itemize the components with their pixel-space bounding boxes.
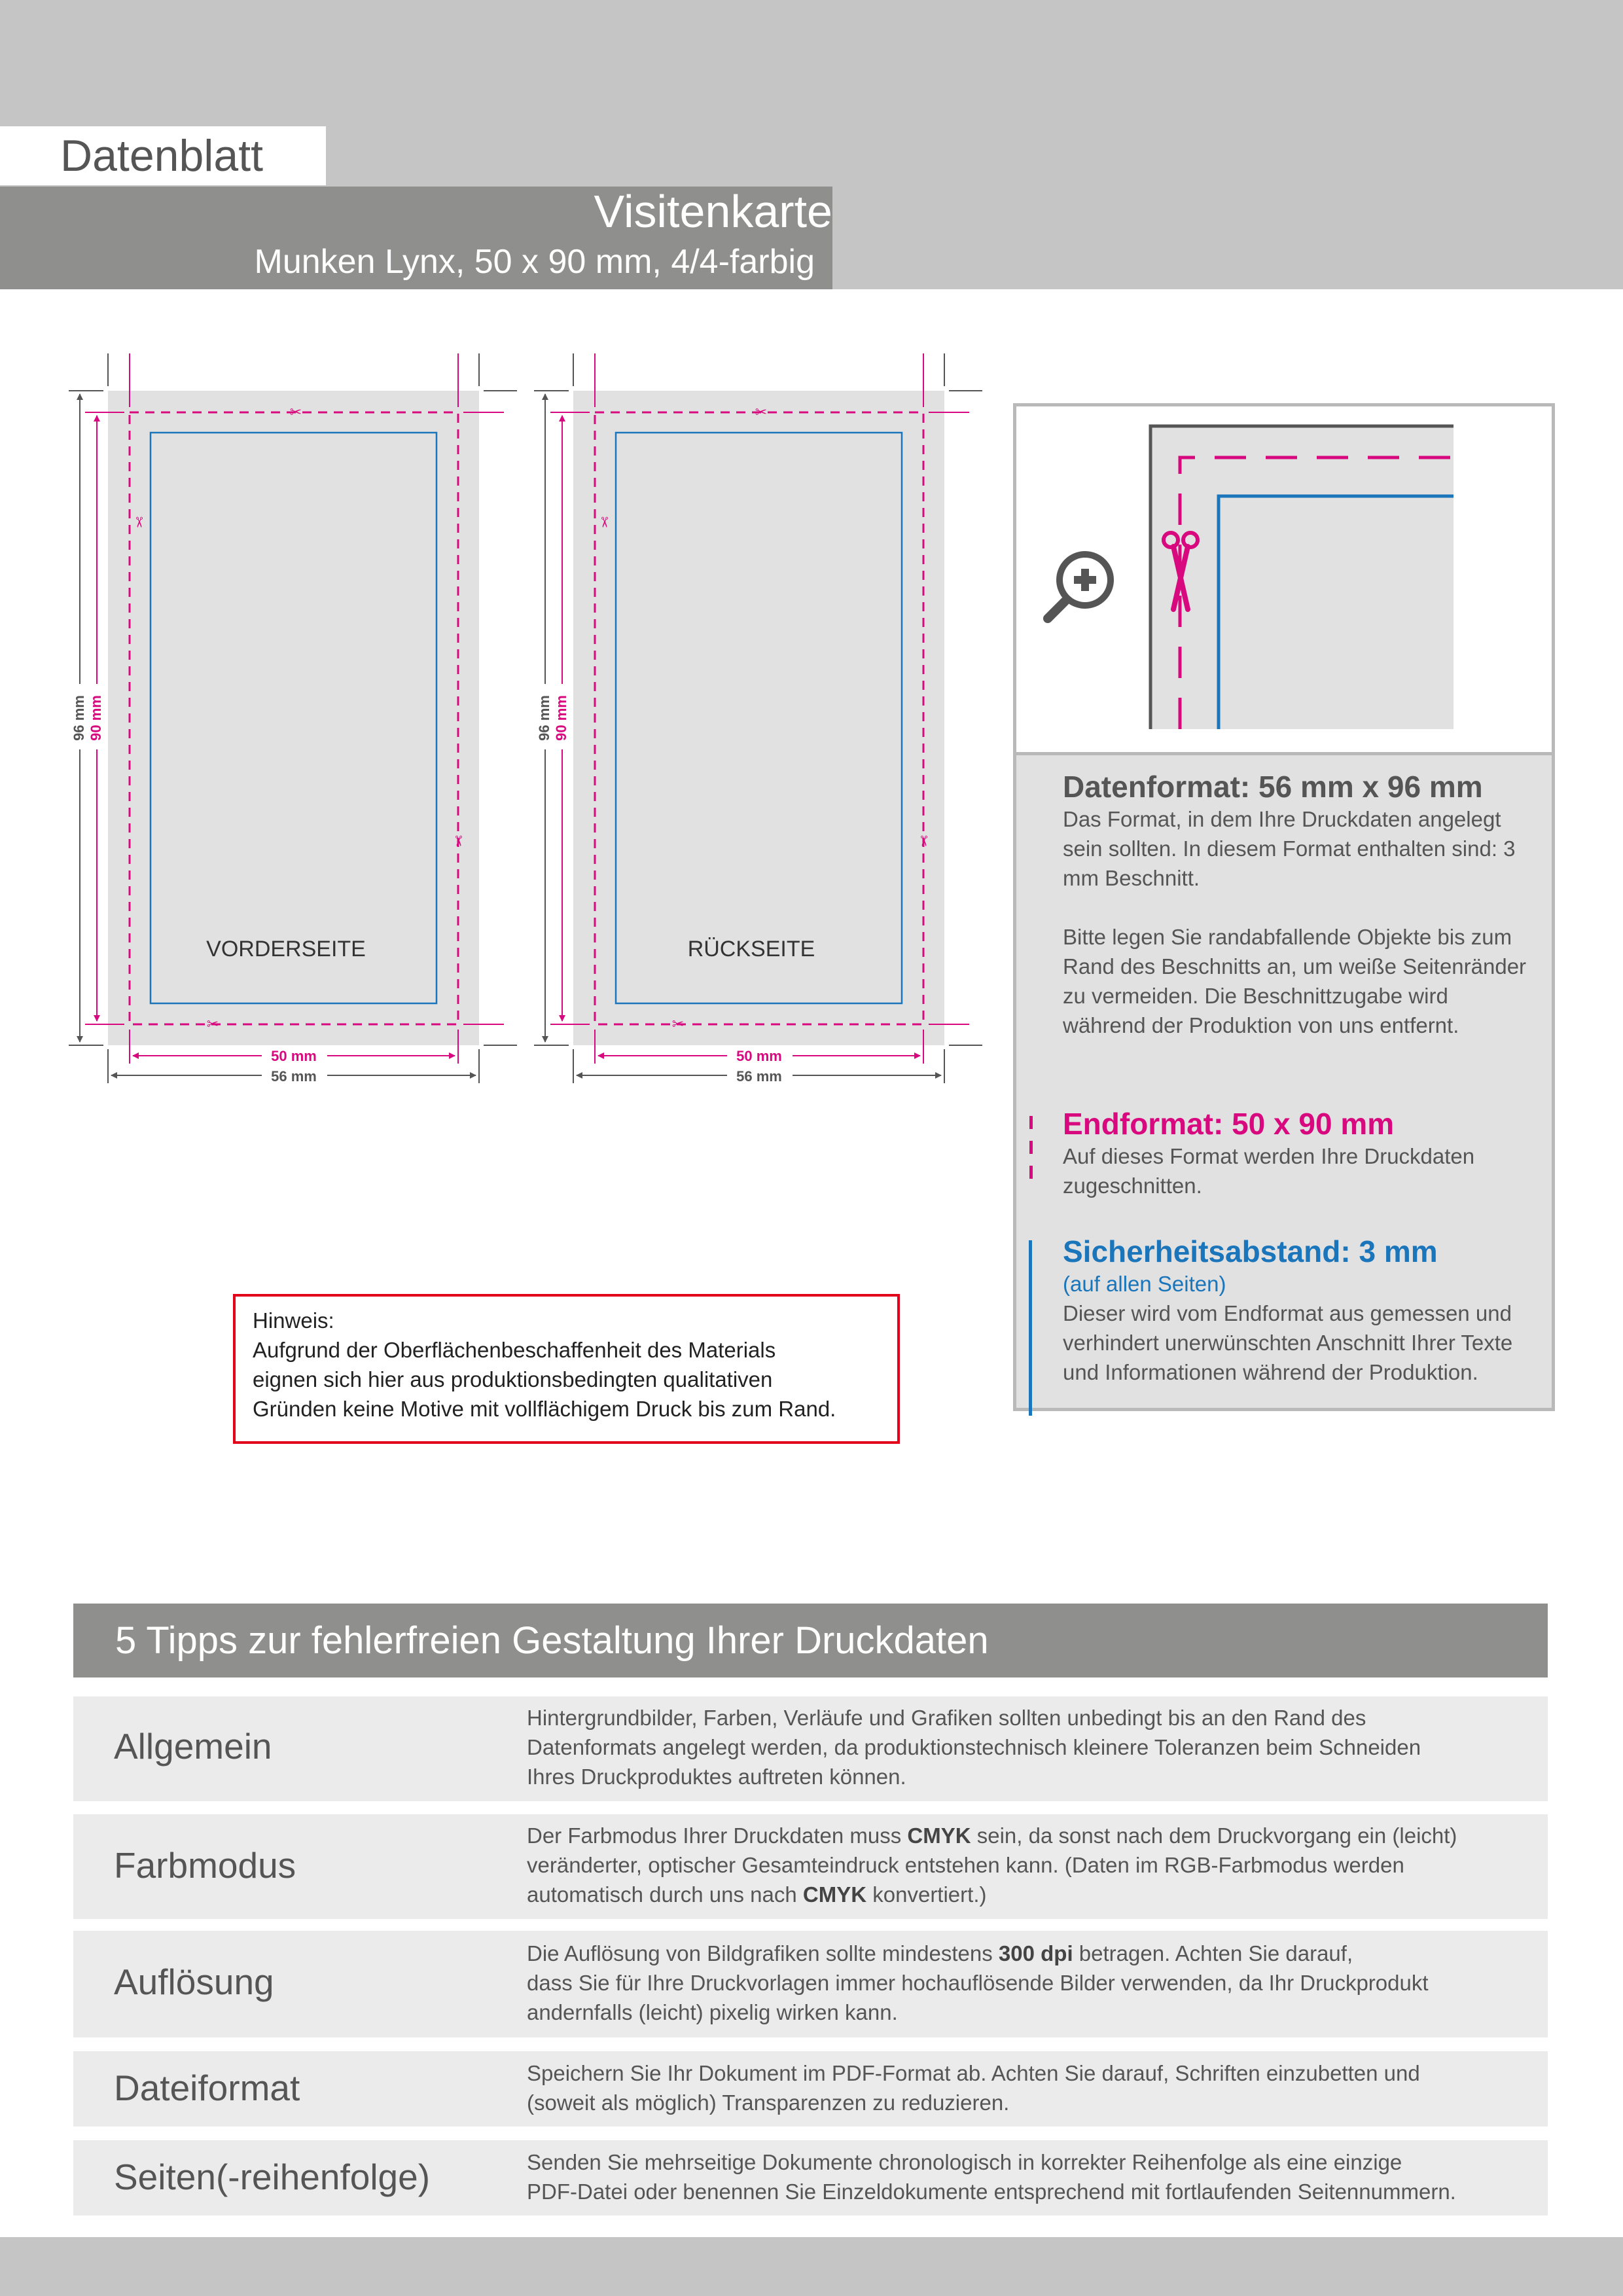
sicherheit-subtitle: (auf allen Seiten) — [1063, 1272, 1226, 1296]
tip-text — [527, 2058, 1535, 2117]
product-spec: Munken Lynx, 50 x 90 mm, 4/4-farbig — [254, 243, 815, 281]
hint-title: Hinweis: — [253, 1308, 334, 1333]
hint-line: eignen sich hier aus produktionsbedingten qualitativen — [253, 1367, 773, 1391]
footer-band — [0, 2237, 1623, 2296]
datenformat-section — [1063, 769, 1534, 1040]
back-dim-inner-w: 50 mm — [736, 1048, 782, 1064]
tip-row-seiten — [73, 2140, 1548, 2215]
corner-zoom-box — [1016, 406, 1552, 755]
scissors-icon: ✂ — [131, 516, 147, 529]
scissors-icon: ✂ — [289, 404, 302, 420]
back-dim-outer-w: 56 mm — [736, 1068, 782, 1085]
tip-name: Seiten(-reihenfolge) — [114, 2157, 431, 2197]
tip-text — [527, 1703, 1535, 1791]
tip-line: andernfalls (leicht) pixelig wirken kann. — [527, 2000, 898, 2024]
corner-zoom-illustration — [1016, 406, 1552, 749]
tip-name: Allgemein — [114, 1726, 272, 1767]
tip-row-allgemein — [73, 1696, 1548, 1801]
tip-line: Hintergrundbilder, Farben, Verläufe und Grafiken sollten unbedingt bis an den Rand des — [527, 1706, 1366, 1730]
doc-label: Datenblatt — [60, 131, 263, 181]
sicherheit-text: Dieser wird vom Endformat aus gemessen und verhindert unerwünschten Anschnitt Ihrer Texte und Informationen während der Produktion. — [1063, 1301, 1513, 1384]
scissors-icon: ✂ — [916, 834, 932, 848]
tip-line: Datenformats angelegt werden, da produktionstechnisch kleinere Toleranzen beim Schneiden — [527, 1735, 1421, 1759]
tip-line: Senden Sie mehrseitige Dokumente chronologisch in korrekter Reihenfolge als eine einzige — [527, 2150, 1402, 2174]
tip-text — [527, 1821, 1535, 1909]
sicherheit-title: Sicherheitsabstand: 3 mm — [1063, 1234, 1438, 1268]
product-title: Visitenkarte — [594, 186, 832, 237]
front-side-label: VORDERSEITE — [206, 937, 366, 961]
tip-row-aufloesung — [73, 1931, 1548, 2037]
tip-line: Die Auflösung von Bildgrafiken sollte mindestens 300 dpi betragen. Achten Sie darauf, — [527, 1941, 1353, 1965]
datenformat-text-1: Das Format, in dem Ihre Druckdaten angelegt sein sollten. In diesem Format enthalten sind: 3 mm Beschnitt. — [1063, 807, 1516, 890]
back-dim-inner-h: 90 mm — [553, 695, 569, 741]
front-dim-outer-w: 56 mm — [271, 1068, 317, 1085]
datenformat-text-2: Bitte legen Sie randabfallende Objekte bis zum Rand des Beschnitts an, um weiße Seitenränder zu vermeiden. Die Beschnittzugabe wird während der Produktion von uns entfernt. — [1063, 925, 1527, 1037]
tip-name: Auflösung — [114, 1962, 274, 2002]
sicherheit-section — [1063, 1234, 1534, 1387]
tip-line: automatisch durch uns nach CMYK konvertiert.) — [527, 1882, 987, 1907]
tip-line: (soweit als möglich) Transparenzen zu reduzieren. — [527, 2090, 1010, 2115]
tip-line: veränderter, optischer Gesamteindruck entstehen kann. (Daten im RGB-Farbmodus werden — [527, 1853, 1404, 1877]
scissors-icon: ✂ — [671, 1016, 685, 1032]
tip-name: Farbmodus — [114, 1845, 296, 1886]
tip-text — [527, 1939, 1535, 2027]
tip-name: Dateiformat — [114, 2068, 300, 2108]
tip-line: PDF-Datei oder benennen Sie Einzeldokumente entsprechend mit fortlaufenden Seitennummern. — [527, 2179, 1456, 2204]
back-dim-outer-h: 96 mm — [536, 695, 552, 741]
back-card — [534, 353, 982, 1085]
endformat-marker — [1029, 1116, 1033, 1194]
tip-line: Speichern Sie Ihr Dokument im PDF-Format ab. Achten Sie darauf, Schriften einzubetten und — [527, 2061, 1420, 2085]
tip-line: Der Farbmodus Ihrer Druckdaten muss CMYK sein, da sonst nach dem Druckvorgang ein (leicht) — [527, 1823, 1457, 1848]
endformat-section — [1063, 1106, 1534, 1200]
front-dim-outer-h: 96 mm — [71, 695, 87, 741]
datenformat-title: Datenformat: 56 mm x 96 mm — [1063, 770, 1483, 804]
tip-text — [527, 2147, 1535, 2206]
scissors-icon: ✂ — [206, 1016, 219, 1032]
endformat-title: Endformat: 50 x 90 mm — [1063, 1107, 1395, 1141]
front-dim-inner-w: 50 mm — [271, 1048, 317, 1064]
tip-line: Ihres Druckproduktes auftreten können. — [527, 1765, 906, 1789]
front-dim-inner-h: 90 mm — [88, 695, 104, 741]
hint-box — [233, 1294, 900, 1444]
endformat-text: Auf dieses Format werden Ihre Druckdaten zugeschnitten. — [1063, 1144, 1475, 1198]
sicherheit-marker — [1029, 1240, 1032, 1416]
hint-line: Gründen keine Motive mit vollflächigem Druck bis zum Rand. — [253, 1397, 836, 1421]
front-card — [69, 353, 517, 1085]
scissors-icon: ✂ — [450, 834, 467, 848]
tip-row-dateiformat — [73, 2051, 1548, 2126]
card-format-diagram — [0, 327, 1001, 1113]
tip-line: dass Sie für Ihre Druckvorlagen immer hochauflösende Bilder verwenden, da Ihr Druckprodukt — [527, 1971, 1429, 1995]
scissors-icon: ✂ — [755, 404, 768, 420]
hint-line: Aufgrund der Oberflächenbeschaffenheit des Materials — [253, 1338, 776, 1362]
tip-row-farbmodus — [73, 1814, 1548, 1919]
back-side-label: RÜCKSEITE — [687, 937, 815, 961]
scissors-icon: ✂ — [596, 516, 613, 529]
tips-title: 5 Tipps zur fehlerfreien Gestaltung Ihrer Druckdaten — [115, 1619, 989, 1662]
zoom-icon — [1048, 551, 1114, 619]
